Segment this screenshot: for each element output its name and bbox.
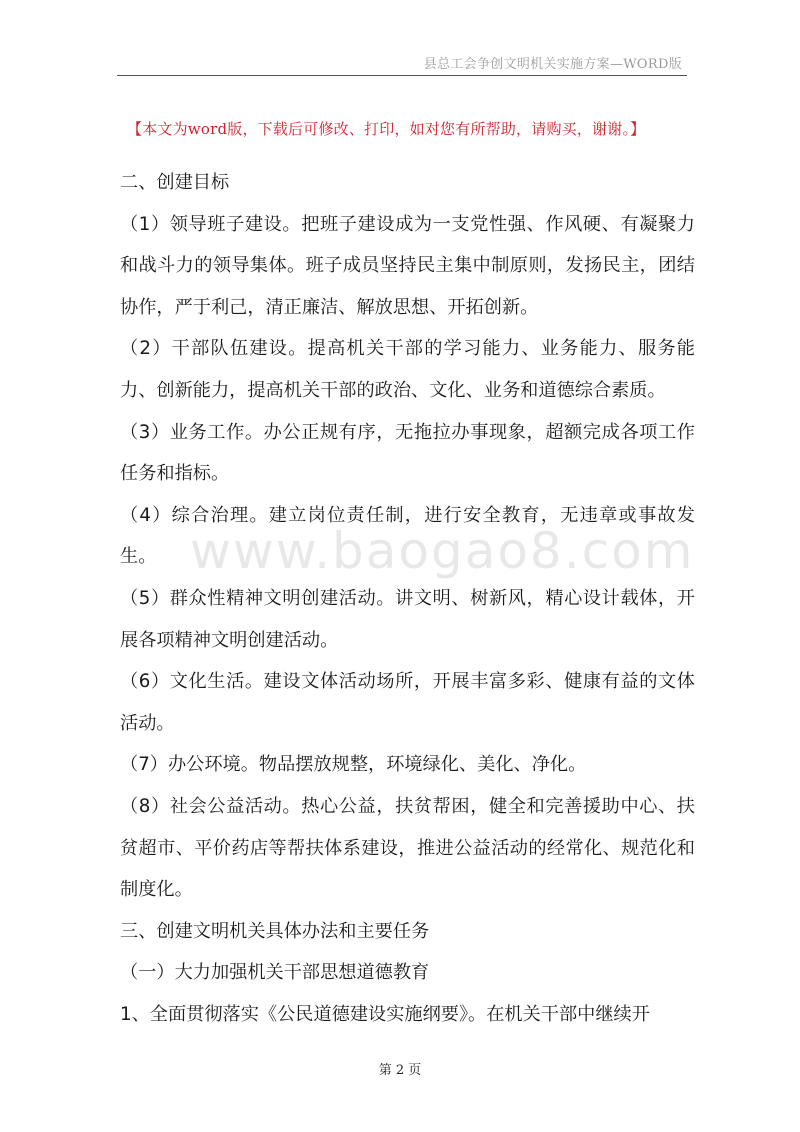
watermark: www.baogao8.com	[190, 522, 695, 580]
document-body	[120, 162, 695, 1035]
paragraph: （3）业务工作。办公正规有序，无拖拉办事现象，超额完成各项工作任务和指标。	[120, 421, 695, 485]
paragraph: （6）文化生活。建设文体活动场所，开展丰富多彩、健康有益的文体活动。	[120, 671, 695, 734]
section-heading: 二、创建目标	[120, 172, 230, 193]
paragraph: （2）干部队伍建设。提高机关干部的学习能力、业务能力、服务能力、创新能力，提高机关干部的政治、文化、业务和道德综合素质。	[120, 338, 695, 401]
header-title: 县总工会争创文明机关实施方案—WORD版	[423, 57, 682, 72]
paragraph: （7）办公环境。物品摆放规整，环境绿化、美化、净化。	[120, 754, 587, 776]
paragraph: 1、全面贯彻落实《公民道德建设实施纲要》。在机关干部中继续开	[120, 1003, 650, 1025]
paragraph: （8）社会公益活动。热心公益，扶贫帮困，健全和完善援助中心、扶贫超市、平价药店等帮扶体系建设，推进公益活动的经常化、规范化和制度化。	[120, 795, 695, 901]
paragraph: （4）综合治理。建立岗位责任制，进行安全教育，无违章或事故发生。	[120, 504, 695, 568]
subsection-heading: （一）大力加强机关干部思想道德教育	[120, 962, 430, 984]
paragraph: （1）领导班子建设。把班子建设成为一支党性强、作风硬、有凝聚力和战斗力的领导集体。班子成员坚持民主集中制原则，发扬民主，团结协作，严于利己，清正廉洁、解放思想、开拓创新。	[120, 213, 695, 318]
paragraph: （5）群众性精神文明创建活动。讲文明、树新风，精心设计载体，开展各项精神文明创建活动。	[120, 587, 695, 651]
section-heading: 三、创建文明机关具体办法和主要任务	[120, 920, 430, 942]
page-number: 第 2 页	[378, 1063, 422, 1078]
purchase-notice: 【本文为word版，下载后可修改、打印，如对您有所帮助，请购买，谢谢。】	[127, 120, 646, 138]
header-divider	[117, 75, 687, 76]
